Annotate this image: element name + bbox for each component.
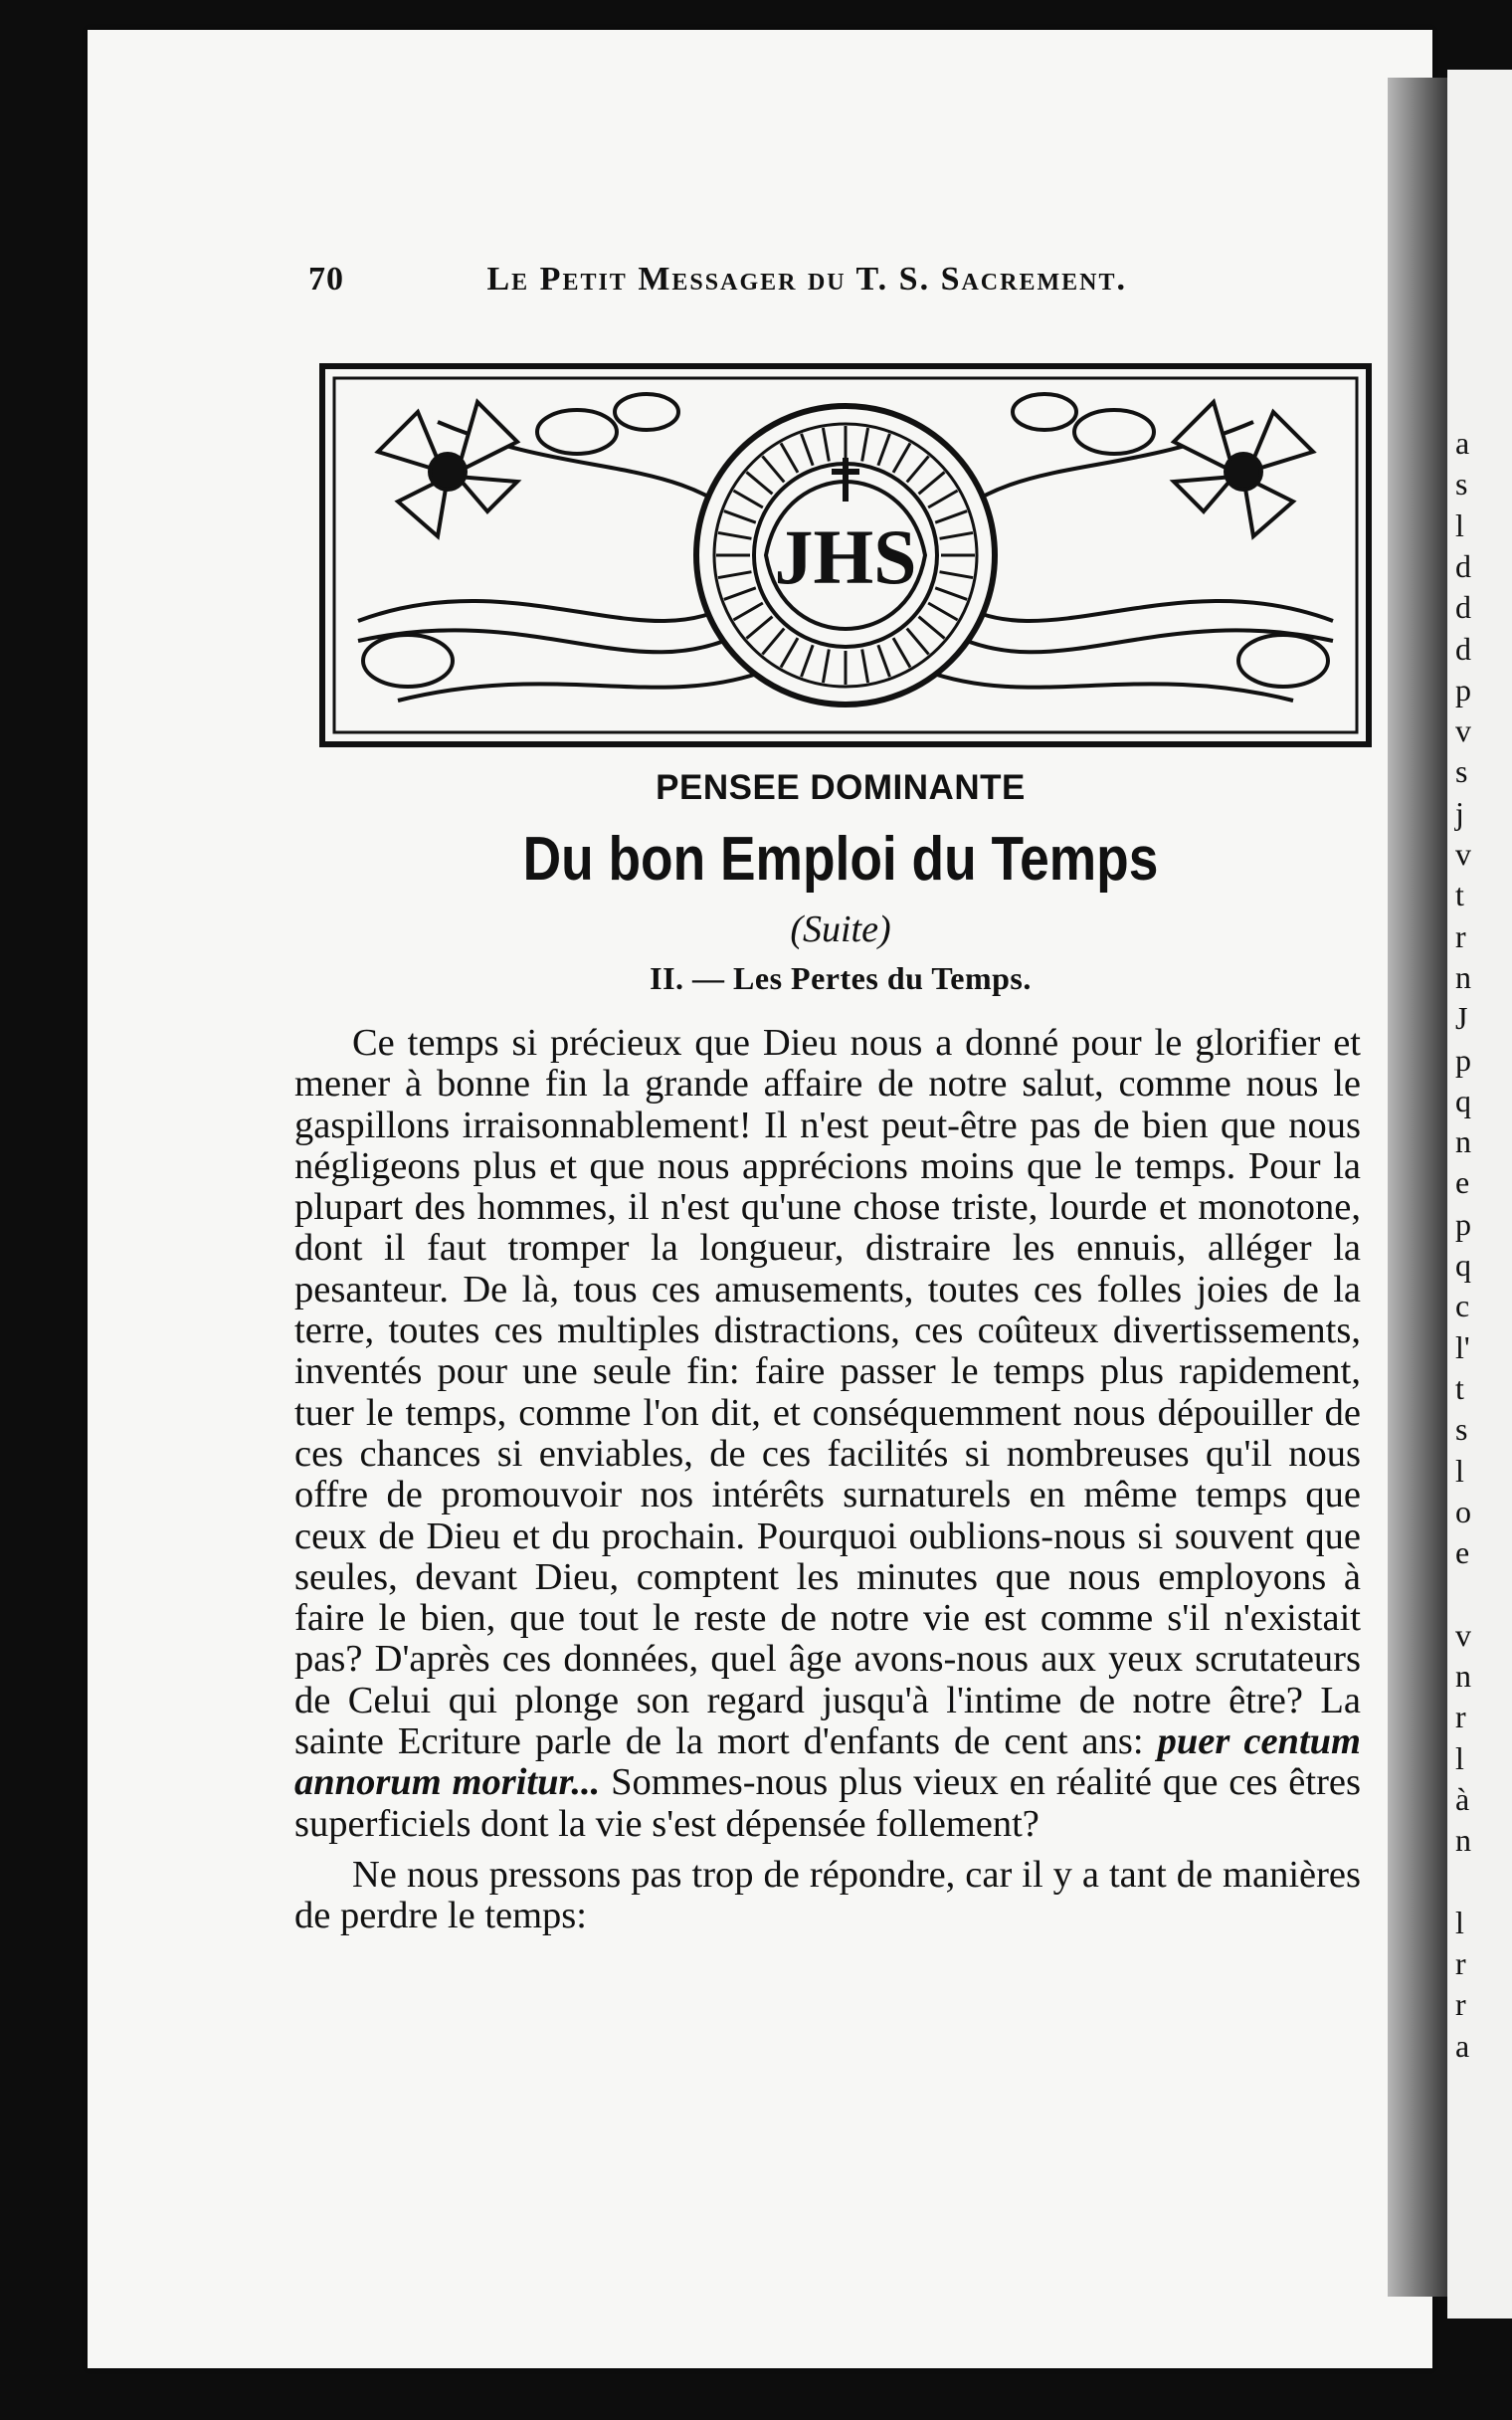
facing-page-line: v — [1455, 836, 1471, 872]
facing-page-line: l — [1455, 506, 1464, 543]
section-heading: II. — Les Pertes du Temps. — [650, 960, 1032, 996]
latin-quote: puer centum annorum moritur... — [294, 1720, 1362, 1804]
facing-page-line: s — [1455, 753, 1468, 790]
facing-page-line: s — [1455, 466, 1468, 503]
facing-page-line: à — [1455, 1780, 1470, 1817]
facing-page-line: a — [1455, 425, 1470, 461]
book-gutter — [1388, 78, 1447, 2297]
facing-page-line: c — [1455, 1288, 1470, 1324]
facing-page-line: n — [1455, 1658, 1471, 1694]
facing-page-line: l — [1455, 1739, 1464, 1776]
facing-page-line: p — [1455, 1205, 1471, 1242]
facing-page-line: q — [1455, 1082, 1471, 1118]
facing-page-line: t — [1455, 1369, 1464, 1406]
paragraph: Ne nous pressons pas trop de répondre, car il y a tant de manières de perdre le temps: — [294, 1853, 1361, 1937]
facing-page-line: r — [1455, 1699, 1466, 1735]
facing-page-line: e — [1455, 1164, 1470, 1201]
running-head — [308, 261, 1204, 299]
facing-page-line: j — [1455, 794, 1464, 831]
paragraph-text: Ce temps si précieux que Dieu nous a donné pour le glorifier et mener à bonne fin la grande affaire de notre salut, comme nous le gaspillons irraisonnablement! Il n'est peut-être pas de bien que nous négligeons plus et que nous apprécions moins que le temps. Pour la plupart des hommes, il n'est qu'une chose triste, lourde et monotone, dont il faut tromper la longueur, distraire les ennuis, alléger la pesanteur. De là, tous ces amusements, toutes ces folles joies de la terre, toutes ces multiples distractions, ces coûteux divertissements, inventés pour une seule fin: faire passer le temps plus rapidement, tuer le temps, comme l'on dit, et conséquemment nous dépouiller de ces chances si enviables, de ces facilités si nombreuses qu'il nous offre de promouvoir nos intérêts surnaturels en même temps que ceux de Dieu et du prochain. Pourquoi oublions-nous si souvent que seules, devant Dieu, comptent les minutes que nous employons à faire le bien, que tout le reste de notre vie est comme s'il n'existait pas? D'après ces données, quel âge avons-nous aux yeux scrutateurs de Celui qui plonge son regard jusqu'à l'intime de notre être? La sainte Ecriture parle de la mort d'enfants de cent ans: — [294, 1022, 1361, 1763]
facing-page-line: a — [1455, 2027, 1470, 2064]
facing-page-edge — [1447, 70, 1512, 2319]
article-body — [294, 1023, 1361, 1937]
article-title: Du bon Emploi du Temps — [522, 825, 1159, 894]
section-kicker: PENSEE DOMINANTE — [656, 768, 1026, 807]
facing-page-line: v — [1455, 1616, 1471, 1653]
article-subtitle: (Suite) — [790, 908, 891, 950]
facing-page-line: q — [1455, 1247, 1471, 1283]
facing-page-line: d — [1455, 547, 1471, 584]
facing-page-line: r — [1455, 917, 1466, 954]
paragraph-text: Sommes-nous plus vieux en réalité que ces êtres superficiels dont la vie s'est dépensée follement? — [294, 1761, 1361, 1845]
facing-page-line: r — [1455, 1945, 1466, 1982]
monogram: JHS — [774, 513, 917, 600]
facing-page-line: e — [1455, 1534, 1470, 1571]
facing-page-line: n — [1455, 1822, 1471, 1859]
facing-page-line: o — [1455, 1493, 1471, 1529]
facing-page-line: n — [1455, 1123, 1471, 1160]
ihs-floral-ornament-icon — [318, 362, 1373, 748]
facing-page-line: J — [1455, 1000, 1468, 1037]
facing-page-line: v — [1455, 712, 1471, 749]
facing-page-line: l' — [1455, 1328, 1470, 1365]
facing-page-line: s — [1455, 1411, 1468, 1448]
facing-page-line: l — [1455, 1904, 1464, 1940]
paragraph — [294, 1023, 1361, 1845]
facing-page-line: n — [1455, 958, 1471, 995]
facing-page-line: l — [1455, 1452, 1464, 1489]
facing-page-line: d — [1455, 589, 1471, 626]
running-title: Le Petit Messager du T. S. Sacrement. — [486, 261, 1127, 298]
facing-page-line: r — [1455, 1986, 1466, 2023]
facing-page-line: p — [1455, 1041, 1471, 1078]
facing-page-line: p — [1455, 671, 1471, 707]
facing-page-line: t — [1455, 877, 1464, 913]
facing-page-line: d — [1455, 630, 1471, 667]
page-number: 70 — [308, 261, 344, 298]
